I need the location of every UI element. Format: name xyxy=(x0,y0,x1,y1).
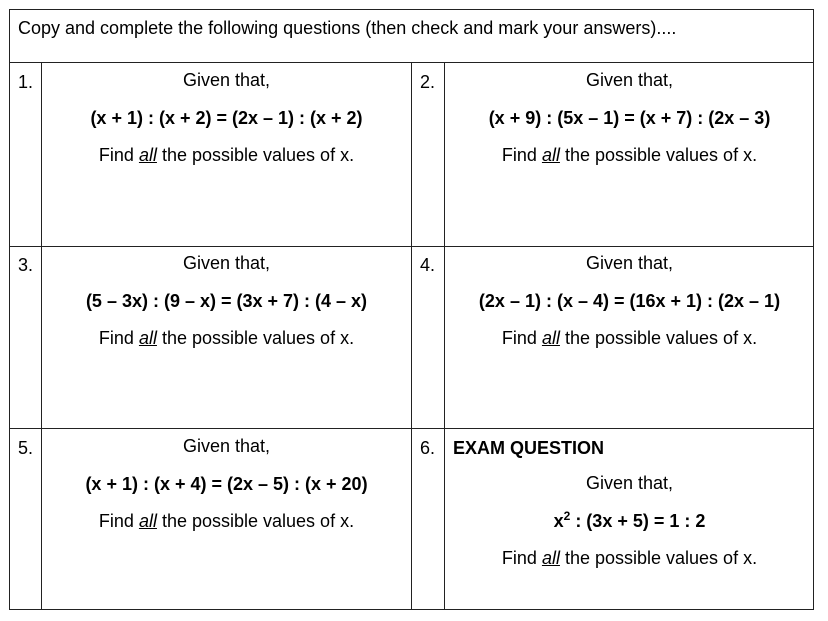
given-text: Given that, xyxy=(182,70,271,90)
exam-question-title: EXAM QUESTION xyxy=(453,438,605,458)
question-3 xyxy=(42,245,411,358)
find-text: Find all the possible values of x. xyxy=(501,145,758,165)
question-3-number: 3. xyxy=(18,255,34,275)
given-text: Given that, xyxy=(585,253,674,273)
question-6-equation: $x^2$ : (3x + 5) = 1 : 2 xyxy=(553,508,706,531)
question-4 xyxy=(445,245,814,358)
question-5-number: 5. xyxy=(18,438,34,458)
question-1-equation: (x + 1) : (x + 2) = (2x – 1) : (x + 2) xyxy=(90,107,363,128)
find-text: Find all the possible values of x. xyxy=(98,511,355,531)
question-6-number: 6. xyxy=(420,438,436,458)
find-text: Find all the possible values of x. xyxy=(501,548,758,568)
question-1-number: 1. xyxy=(18,72,34,92)
column-divider-middle xyxy=(411,63,412,609)
question-4-equation: (2x – 1) : (x – 4) = (16x + 1) : (2x – 1) xyxy=(478,290,781,311)
worksheet-table xyxy=(9,9,814,610)
question-3-equation: (5 – 3x) : (9 – x) = (3x + 7) : (4 – x) xyxy=(85,290,368,311)
question-2 xyxy=(445,62,814,175)
given-text: Given that, xyxy=(585,70,674,90)
question-2-number: 2. xyxy=(420,72,436,92)
question-2-equation: (x + 9) : (5x – 1) = (x + 7) : (2x – 3) xyxy=(488,107,771,128)
given-text: Given that, xyxy=(585,473,674,493)
question-6 xyxy=(445,465,814,578)
instructions-header: Copy and complete the following questions (then check and mark your answers).... xyxy=(10,10,813,63)
find-text: Find all the possible values of x. xyxy=(501,328,758,348)
question-5-equation: (x + 1) : (x + 4) = (2x – 5) : (x + 20) xyxy=(85,473,368,494)
question-5 xyxy=(42,428,411,541)
question-4-number: 4. xyxy=(420,255,436,275)
find-text: Find all the possible values of x. xyxy=(98,145,355,165)
given-text: Given that, xyxy=(182,253,271,273)
find-text: Find all the possible values of x. xyxy=(98,328,355,348)
given-text: Given that, xyxy=(182,436,271,456)
question-1 xyxy=(42,62,411,175)
